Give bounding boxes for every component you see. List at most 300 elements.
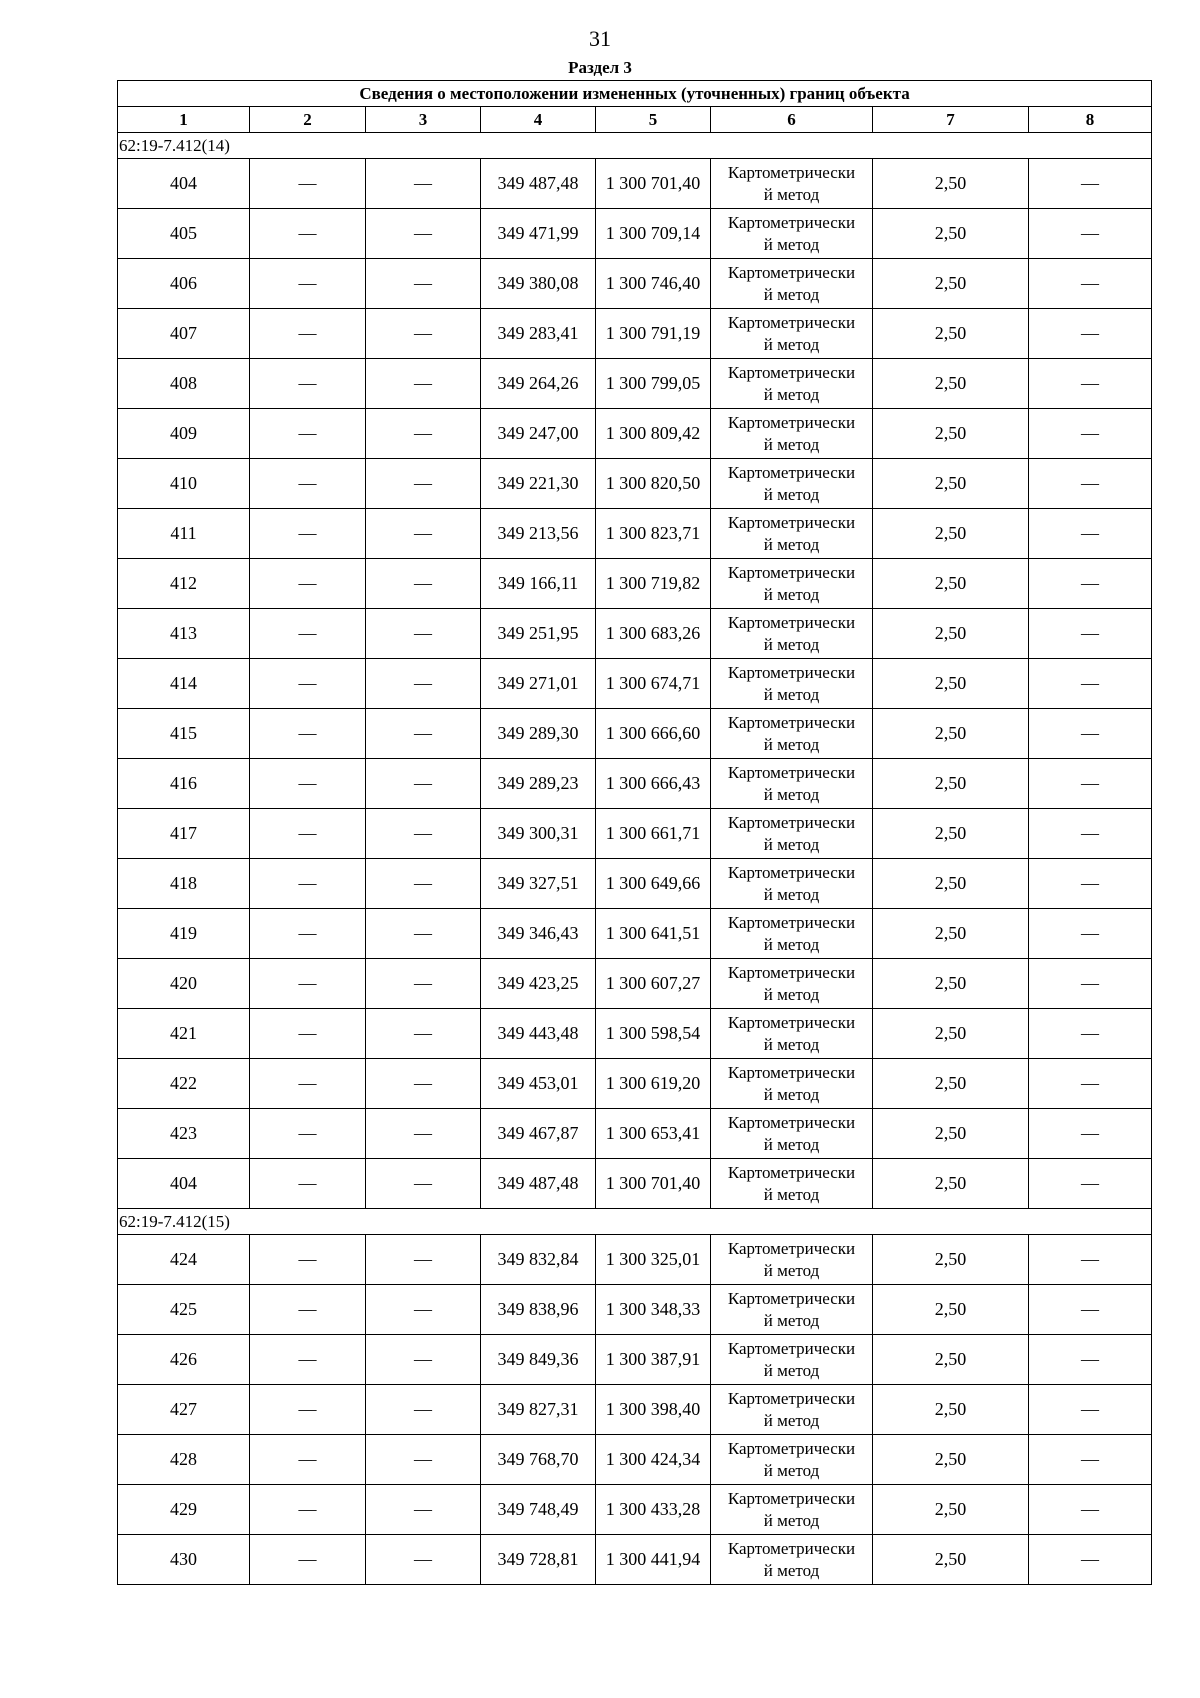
table-row bbox=[118, 1109, 1152, 1159]
column-3-cell: — bbox=[366, 159, 481, 209]
method-text-line-1: Картометрически bbox=[727, 1238, 856, 1258]
column-2-cell: — bbox=[250, 259, 366, 309]
point-number-cell: 423 bbox=[118, 1109, 250, 1159]
point-number-cell: 414 bbox=[118, 659, 250, 709]
method-cell bbox=[711, 359, 873, 409]
method-text-line-2: й метод bbox=[763, 434, 820, 454]
y-coordinate-cell: 1 300 661,71 bbox=[596, 809, 711, 859]
column-3-cell: — bbox=[366, 459, 481, 509]
method-text-line-2: й метод bbox=[763, 834, 820, 854]
point-number-cell: 418 bbox=[118, 859, 250, 909]
column-3-cell: — bbox=[366, 1435, 481, 1485]
column-2-cell: — bbox=[250, 709, 366, 759]
method-cell bbox=[711, 1235, 873, 1285]
method-text-line-2: й метод bbox=[763, 684, 820, 704]
point-number-cell: 411 bbox=[118, 509, 250, 559]
y-coordinate-cell: 1 300 666,43 bbox=[596, 759, 711, 809]
x-coordinate-cell: 349 346,43 bbox=[481, 909, 596, 959]
column-8-cell: — bbox=[1029, 1235, 1152, 1285]
method-text-line-1: Картометрически bbox=[727, 712, 856, 732]
column-number: 1 bbox=[118, 107, 250, 133]
table-row bbox=[118, 1335, 1152, 1385]
boundary-coordinates-table bbox=[117, 80, 1152, 1585]
column-2-cell: — bbox=[250, 1535, 366, 1585]
column-8-cell: — bbox=[1029, 1435, 1152, 1485]
method-cell bbox=[711, 159, 873, 209]
y-coordinate-cell: 1 300 791,19 bbox=[596, 309, 711, 359]
method-cell bbox=[711, 1385, 873, 1435]
cadastral-group-label: 62:19-7.412(14) bbox=[118, 133, 1152, 159]
column-3-cell: — bbox=[366, 809, 481, 859]
x-coordinate-cell: 349 471,99 bbox=[481, 209, 596, 259]
method-text-line-2: й метод bbox=[763, 1560, 820, 1580]
column-3-cell: — bbox=[366, 1109, 481, 1159]
column-8-cell: — bbox=[1029, 809, 1152, 859]
method-cell bbox=[711, 259, 873, 309]
column-2-cell: — bbox=[250, 1009, 366, 1059]
column-8-cell: — bbox=[1029, 659, 1152, 709]
accuracy-cell: 2,50 bbox=[873, 559, 1029, 609]
method-cell bbox=[711, 959, 873, 1009]
y-coordinate-cell: 1 300 683,26 bbox=[596, 609, 711, 659]
method-text-line-2: й метод bbox=[763, 1510, 820, 1530]
accuracy-cell: 2,50 bbox=[873, 209, 1029, 259]
method-cell bbox=[711, 1159, 873, 1209]
point-number-cell: 419 bbox=[118, 909, 250, 959]
column-8-cell: — bbox=[1029, 1485, 1152, 1535]
column-3-cell: — bbox=[366, 1009, 481, 1059]
y-coordinate-cell: 1 300 746,40 bbox=[596, 259, 711, 309]
method-text-line-2: й метод bbox=[763, 1134, 820, 1154]
method-cell bbox=[711, 809, 873, 859]
table-row bbox=[118, 259, 1152, 309]
accuracy-cell: 2,50 bbox=[873, 409, 1029, 459]
accuracy-cell: 2,50 bbox=[873, 159, 1029, 209]
column-2-cell: — bbox=[250, 409, 366, 459]
y-coordinate-cell: 1 300 398,40 bbox=[596, 1385, 711, 1435]
method-text-line-1: Картометрически bbox=[727, 562, 856, 582]
method-cell bbox=[711, 1485, 873, 1535]
y-coordinate-cell: 1 300 674,71 bbox=[596, 659, 711, 709]
group-row bbox=[118, 1209, 1152, 1235]
column-2-cell: — bbox=[250, 1235, 366, 1285]
column-8-cell: — bbox=[1029, 1535, 1152, 1585]
method-text-line-2: й метод bbox=[763, 984, 820, 1004]
column-3-cell: — bbox=[366, 1235, 481, 1285]
column-2-cell: — bbox=[250, 1059, 366, 1109]
method-cell bbox=[711, 559, 873, 609]
column-8-cell: — bbox=[1029, 609, 1152, 659]
method-text-line-2: й метод bbox=[763, 584, 820, 604]
method-cell bbox=[711, 759, 873, 809]
column-2-cell: — bbox=[250, 459, 366, 509]
method-text-line-2: й метод bbox=[763, 384, 820, 404]
x-coordinate-cell: 349 300,31 bbox=[481, 809, 596, 859]
x-coordinate-cell: 349 467,87 bbox=[481, 1109, 596, 1159]
method-text-line-1: Картометрически bbox=[727, 212, 856, 232]
y-coordinate-cell: 1 300 424,34 bbox=[596, 1435, 711, 1485]
method-text-line-2: й метод bbox=[763, 1184, 820, 1204]
table-row bbox=[118, 509, 1152, 559]
accuracy-cell: 2,50 bbox=[873, 709, 1029, 759]
point-number-cell: 421 bbox=[118, 1009, 250, 1059]
method-text-line-2: й метод bbox=[763, 784, 820, 804]
method-text-line-2: й метод bbox=[763, 884, 820, 904]
column-3-cell: — bbox=[366, 959, 481, 1009]
column-8-cell: — bbox=[1029, 909, 1152, 959]
point-number-cell: 406 bbox=[118, 259, 250, 309]
x-coordinate-cell: 349 264,26 bbox=[481, 359, 596, 409]
column-8-cell: — bbox=[1029, 1059, 1152, 1109]
method-text-line-1: Картометрически bbox=[727, 512, 856, 532]
table-row bbox=[118, 559, 1152, 609]
method-text-line-1: Картометрически bbox=[727, 1388, 856, 1408]
accuracy-cell: 2,50 bbox=[873, 459, 1029, 509]
column-3-cell: — bbox=[366, 509, 481, 559]
table-row bbox=[118, 309, 1152, 359]
x-coordinate-cell: 349 423,25 bbox=[481, 959, 596, 1009]
table-row bbox=[118, 1059, 1152, 1109]
method-cell bbox=[711, 509, 873, 559]
method-cell bbox=[711, 859, 873, 909]
method-text-line-1: Картометрически bbox=[727, 912, 856, 932]
x-coordinate-cell: 349 487,48 bbox=[481, 159, 596, 209]
method-text-line-2: й метод bbox=[763, 1410, 820, 1430]
column-3-cell: — bbox=[366, 709, 481, 759]
column-2-cell: — bbox=[250, 209, 366, 259]
y-coordinate-cell: 1 300 709,14 bbox=[596, 209, 711, 259]
cadastral-group-label: 62:19-7.412(15) bbox=[118, 1209, 1152, 1235]
accuracy-cell: 2,50 bbox=[873, 959, 1029, 1009]
table-row bbox=[118, 659, 1152, 709]
accuracy-cell: 2,50 bbox=[873, 1335, 1029, 1385]
column-8-cell: — bbox=[1029, 1159, 1152, 1209]
column-8-cell: — bbox=[1029, 509, 1152, 559]
accuracy-cell: 2,50 bbox=[873, 759, 1029, 809]
point-number-cell: 425 bbox=[118, 1285, 250, 1335]
column-2-cell: — bbox=[250, 909, 366, 959]
method-text-line-2: й метод bbox=[763, 534, 820, 554]
point-number-cell: 427 bbox=[118, 1385, 250, 1435]
point-number-cell: 415 bbox=[118, 709, 250, 759]
column-8-cell: — bbox=[1029, 1009, 1152, 1059]
method-text-line-1: Картометрически bbox=[727, 762, 856, 782]
column-2-cell: — bbox=[250, 809, 366, 859]
point-number-cell: 407 bbox=[118, 309, 250, 359]
y-coordinate-cell: 1 300 820,50 bbox=[596, 459, 711, 509]
column-8-cell: — bbox=[1029, 1109, 1152, 1159]
column-8-cell: — bbox=[1029, 1285, 1152, 1335]
column-3-cell: — bbox=[366, 309, 481, 359]
method-cell bbox=[711, 1285, 873, 1335]
table-title: Сведения о местоположении измененных (уточненных) границ объекта bbox=[118, 81, 1152, 107]
point-number-cell: 426 bbox=[118, 1335, 250, 1385]
x-coordinate-cell: 349 247,00 bbox=[481, 409, 596, 459]
y-coordinate-cell: 1 300 701,40 bbox=[596, 159, 711, 209]
x-coordinate-cell: 349 748,49 bbox=[481, 1485, 596, 1535]
column-8-cell: — bbox=[1029, 859, 1152, 909]
accuracy-cell: 2,50 bbox=[873, 809, 1029, 859]
table-row bbox=[118, 159, 1152, 209]
accuracy-cell: 2,50 bbox=[873, 309, 1029, 359]
method-cell bbox=[711, 1535, 873, 1585]
column-3-cell: — bbox=[366, 1485, 481, 1535]
method-text-line-1: Картометрически bbox=[727, 462, 856, 482]
column-3-cell: — bbox=[366, 759, 481, 809]
table-row bbox=[118, 209, 1152, 259]
column-3-cell: — bbox=[366, 659, 481, 709]
y-coordinate-cell: 1 300 799,05 bbox=[596, 359, 711, 409]
column-3-cell: — bbox=[366, 259, 481, 309]
method-cell bbox=[711, 1109, 873, 1159]
point-number-cell: 408 bbox=[118, 359, 250, 409]
method-cell bbox=[711, 709, 873, 759]
column-8-cell: — bbox=[1029, 259, 1152, 309]
method-cell bbox=[711, 309, 873, 359]
accuracy-cell: 2,50 bbox=[873, 259, 1029, 309]
method-text-line-2: й метод bbox=[763, 1260, 820, 1280]
accuracy-cell: 2,50 bbox=[873, 1159, 1029, 1209]
section-title: Раздел 3 bbox=[568, 58, 632, 77]
table-row bbox=[118, 1535, 1152, 1585]
method-text-line-1: Картометрически bbox=[727, 1062, 856, 1082]
point-number-cell: 412 bbox=[118, 559, 250, 609]
accuracy-cell: 2,50 bbox=[873, 359, 1029, 409]
table-row bbox=[118, 609, 1152, 659]
column-3-cell: — bbox=[366, 609, 481, 659]
column-8-cell: — bbox=[1029, 209, 1152, 259]
table-row bbox=[118, 1285, 1152, 1335]
accuracy-cell: 2,50 bbox=[873, 659, 1029, 709]
table-row bbox=[118, 759, 1152, 809]
column-3-cell: — bbox=[366, 1159, 481, 1209]
column-8-cell: — bbox=[1029, 1335, 1152, 1385]
y-coordinate-cell: 1 300 719,82 bbox=[596, 559, 711, 609]
column-3-cell: — bbox=[366, 209, 481, 259]
accuracy-cell: 2,50 bbox=[873, 1235, 1029, 1285]
point-number-cell: 416 bbox=[118, 759, 250, 809]
method-text-line-2: й метод bbox=[763, 334, 820, 354]
x-coordinate-cell: 349 289,30 bbox=[481, 709, 596, 759]
point-number-cell: 404 bbox=[118, 1159, 250, 1209]
table-row bbox=[118, 409, 1152, 459]
y-coordinate-cell: 1 300 619,20 bbox=[596, 1059, 711, 1109]
accuracy-cell: 2,50 bbox=[873, 1009, 1029, 1059]
column-2-cell: — bbox=[250, 759, 366, 809]
table-row bbox=[118, 359, 1152, 409]
column-3-cell: — bbox=[366, 1535, 481, 1585]
column-3-cell: — bbox=[366, 859, 481, 909]
point-number-cell: 422 bbox=[118, 1059, 250, 1109]
method-text-line-1: Картометрически bbox=[727, 262, 856, 282]
point-number-cell: 429 bbox=[118, 1485, 250, 1535]
table-row bbox=[118, 959, 1152, 1009]
accuracy-cell: 2,50 bbox=[873, 909, 1029, 959]
y-coordinate-cell: 1 300 348,33 bbox=[596, 1285, 711, 1335]
table-row bbox=[118, 1485, 1152, 1535]
method-text-line-2: й метод bbox=[763, 234, 820, 254]
method-cell bbox=[711, 209, 873, 259]
x-coordinate-cell: 349 728,81 bbox=[481, 1535, 596, 1585]
column-3-cell: — bbox=[366, 1285, 481, 1335]
method-text-line-2: й метод bbox=[763, 934, 820, 954]
method-text-line-2: й метод bbox=[763, 1034, 820, 1054]
point-number-cell: 428 bbox=[118, 1435, 250, 1485]
method-text-line-2: й метод bbox=[763, 284, 820, 304]
point-number-cell: 430 bbox=[118, 1535, 250, 1585]
x-coordinate-cell: 349 768,70 bbox=[481, 1435, 596, 1485]
accuracy-cell: 2,50 bbox=[873, 509, 1029, 559]
column-2-cell: — bbox=[250, 509, 366, 559]
method-cell bbox=[711, 459, 873, 509]
table-row bbox=[118, 1385, 1152, 1435]
method-text-line-1: Картометрически bbox=[727, 1288, 856, 1308]
column-2-cell: — bbox=[250, 559, 366, 609]
accuracy-cell: 2,50 bbox=[873, 1435, 1029, 1485]
column-3-cell: — bbox=[366, 1385, 481, 1435]
table-row bbox=[118, 1435, 1152, 1485]
method-text-line-2: й метод bbox=[763, 184, 820, 204]
point-number-cell: 417 bbox=[118, 809, 250, 859]
column-number: 3 bbox=[366, 107, 481, 133]
y-coordinate-cell: 1 300 653,41 bbox=[596, 1109, 711, 1159]
y-coordinate-cell: 1 300 809,42 bbox=[596, 409, 711, 459]
accuracy-cell: 2,50 bbox=[873, 859, 1029, 909]
column-8-cell: — bbox=[1029, 559, 1152, 609]
x-coordinate-cell: 349 832,84 bbox=[481, 1235, 596, 1285]
method-cell bbox=[711, 1335, 873, 1385]
point-number-cell: 413 bbox=[118, 609, 250, 659]
y-coordinate-cell: 1 300 433,28 bbox=[596, 1485, 711, 1535]
column-2-cell: — bbox=[250, 1285, 366, 1335]
accuracy-cell: 2,50 bbox=[873, 1285, 1029, 1335]
column-8-cell: — bbox=[1029, 359, 1152, 409]
method-cell bbox=[711, 659, 873, 709]
method-text-line-1: Картометрически bbox=[727, 312, 856, 332]
y-coordinate-cell: 1 300 441,94 bbox=[596, 1535, 711, 1585]
x-coordinate-cell: 349 283,41 bbox=[481, 309, 596, 359]
column-3-cell: — bbox=[366, 1059, 481, 1109]
column-3-cell: — bbox=[366, 559, 481, 609]
accuracy-cell: 2,50 bbox=[873, 1485, 1029, 1535]
column-2-cell: — bbox=[250, 359, 366, 409]
method-text-line-1: Картометрически bbox=[727, 612, 856, 632]
column-2-cell: — bbox=[250, 859, 366, 909]
column-number: 2 bbox=[250, 107, 366, 133]
column-8-cell: — bbox=[1029, 159, 1152, 209]
x-coordinate-cell: 349 271,01 bbox=[481, 659, 596, 709]
method-text-line-1: Картометрически bbox=[727, 1338, 856, 1358]
table-row bbox=[118, 909, 1152, 959]
point-number-cell: 409 bbox=[118, 409, 250, 459]
y-coordinate-cell: 1 300 666,60 bbox=[596, 709, 711, 759]
x-coordinate-cell: 349 443,48 bbox=[481, 1009, 596, 1059]
method-text-line-1: Картометрически bbox=[727, 1538, 856, 1558]
method-text-line-1: Картометрически bbox=[727, 1438, 856, 1458]
column-2-cell: — bbox=[250, 1335, 366, 1385]
method-cell bbox=[711, 1435, 873, 1485]
column-2-cell: — bbox=[250, 1485, 366, 1535]
method-text-line-1: Картометрически bbox=[727, 412, 856, 432]
method-text-line-1: Картометрически bbox=[727, 1112, 856, 1132]
column-8-cell: — bbox=[1029, 409, 1152, 459]
y-coordinate-cell: 1 300 641,51 bbox=[596, 909, 711, 959]
y-coordinate-cell: 1 300 701,40 bbox=[596, 1159, 711, 1209]
accuracy-cell: 2,50 bbox=[873, 1059, 1029, 1109]
table-title-row bbox=[118, 81, 1152, 107]
table-row bbox=[118, 459, 1152, 509]
accuracy-cell: 2,50 bbox=[873, 1385, 1029, 1435]
column-8-cell: — bbox=[1029, 959, 1152, 1009]
x-coordinate-cell: 349 380,08 bbox=[481, 259, 596, 309]
table-row bbox=[118, 709, 1152, 759]
column-2-cell: — bbox=[250, 659, 366, 709]
method-text-line-2: й метод bbox=[763, 1084, 820, 1104]
column-2-cell: — bbox=[250, 309, 366, 359]
y-coordinate-cell: 1 300 598,54 bbox=[596, 1009, 711, 1059]
column-2-cell: — bbox=[250, 609, 366, 659]
table-row bbox=[118, 1009, 1152, 1059]
x-coordinate-cell: 349 327,51 bbox=[481, 859, 596, 909]
column-number: 7 bbox=[873, 107, 1029, 133]
table-row bbox=[118, 859, 1152, 909]
column-2-cell: — bbox=[250, 959, 366, 1009]
method-text-line-2: й метод bbox=[763, 734, 820, 754]
point-number-cell: 404 bbox=[118, 159, 250, 209]
column-3-cell: — bbox=[366, 1335, 481, 1385]
method-text-line-2: й метод bbox=[763, 1360, 820, 1380]
x-coordinate-cell: 349 213,56 bbox=[481, 509, 596, 559]
column-2-cell: — bbox=[250, 1109, 366, 1159]
method-text-line-1: Картометрически bbox=[727, 1012, 856, 1032]
column-8-cell: — bbox=[1029, 1385, 1152, 1435]
column-number: 6 bbox=[711, 107, 873, 133]
x-coordinate-cell: 349 166,11 bbox=[481, 559, 596, 609]
x-coordinate-cell: 349 251,95 bbox=[481, 609, 596, 659]
column-2-cell: — bbox=[250, 1385, 366, 1435]
column-3-cell: — bbox=[366, 409, 481, 459]
x-coordinate-cell: 349 487,48 bbox=[481, 1159, 596, 1209]
method-text-line-1: Картометрически bbox=[727, 1162, 856, 1182]
x-coordinate-cell: 349 221,30 bbox=[481, 459, 596, 509]
method-text-line-1: Картометрически bbox=[727, 362, 856, 382]
column-2-cell: — bbox=[250, 159, 366, 209]
column-8-cell: — bbox=[1029, 459, 1152, 509]
method-text-line-2: й метод bbox=[763, 484, 820, 504]
accuracy-cell: 2,50 bbox=[873, 1109, 1029, 1159]
method-cell bbox=[711, 1009, 873, 1059]
accuracy-cell: 2,50 bbox=[873, 609, 1029, 659]
x-coordinate-cell: 349 453,01 bbox=[481, 1059, 596, 1109]
table-row bbox=[118, 1235, 1152, 1285]
column-number: 5 bbox=[596, 107, 711, 133]
column-3-cell: — bbox=[366, 909, 481, 959]
column-2-cell: — bbox=[250, 1159, 366, 1209]
method-cell bbox=[711, 909, 873, 959]
x-coordinate-cell: 349 849,36 bbox=[481, 1335, 596, 1385]
point-number-cell: 410 bbox=[118, 459, 250, 509]
column-2-cell: — bbox=[250, 1435, 366, 1485]
method-text-line-1: Картометрически bbox=[727, 1488, 856, 1508]
method-text-line-2: й метод bbox=[763, 1310, 820, 1330]
method-text-line-1: Картометрически bbox=[727, 812, 856, 832]
x-coordinate-cell: 349 289,23 bbox=[481, 759, 596, 809]
method-cell bbox=[711, 609, 873, 659]
page-number: 31 bbox=[589, 26, 611, 51]
column-3-cell: — bbox=[366, 359, 481, 409]
column-8-cell: — bbox=[1029, 709, 1152, 759]
method-text-line-1: Картометрически bbox=[727, 662, 856, 682]
